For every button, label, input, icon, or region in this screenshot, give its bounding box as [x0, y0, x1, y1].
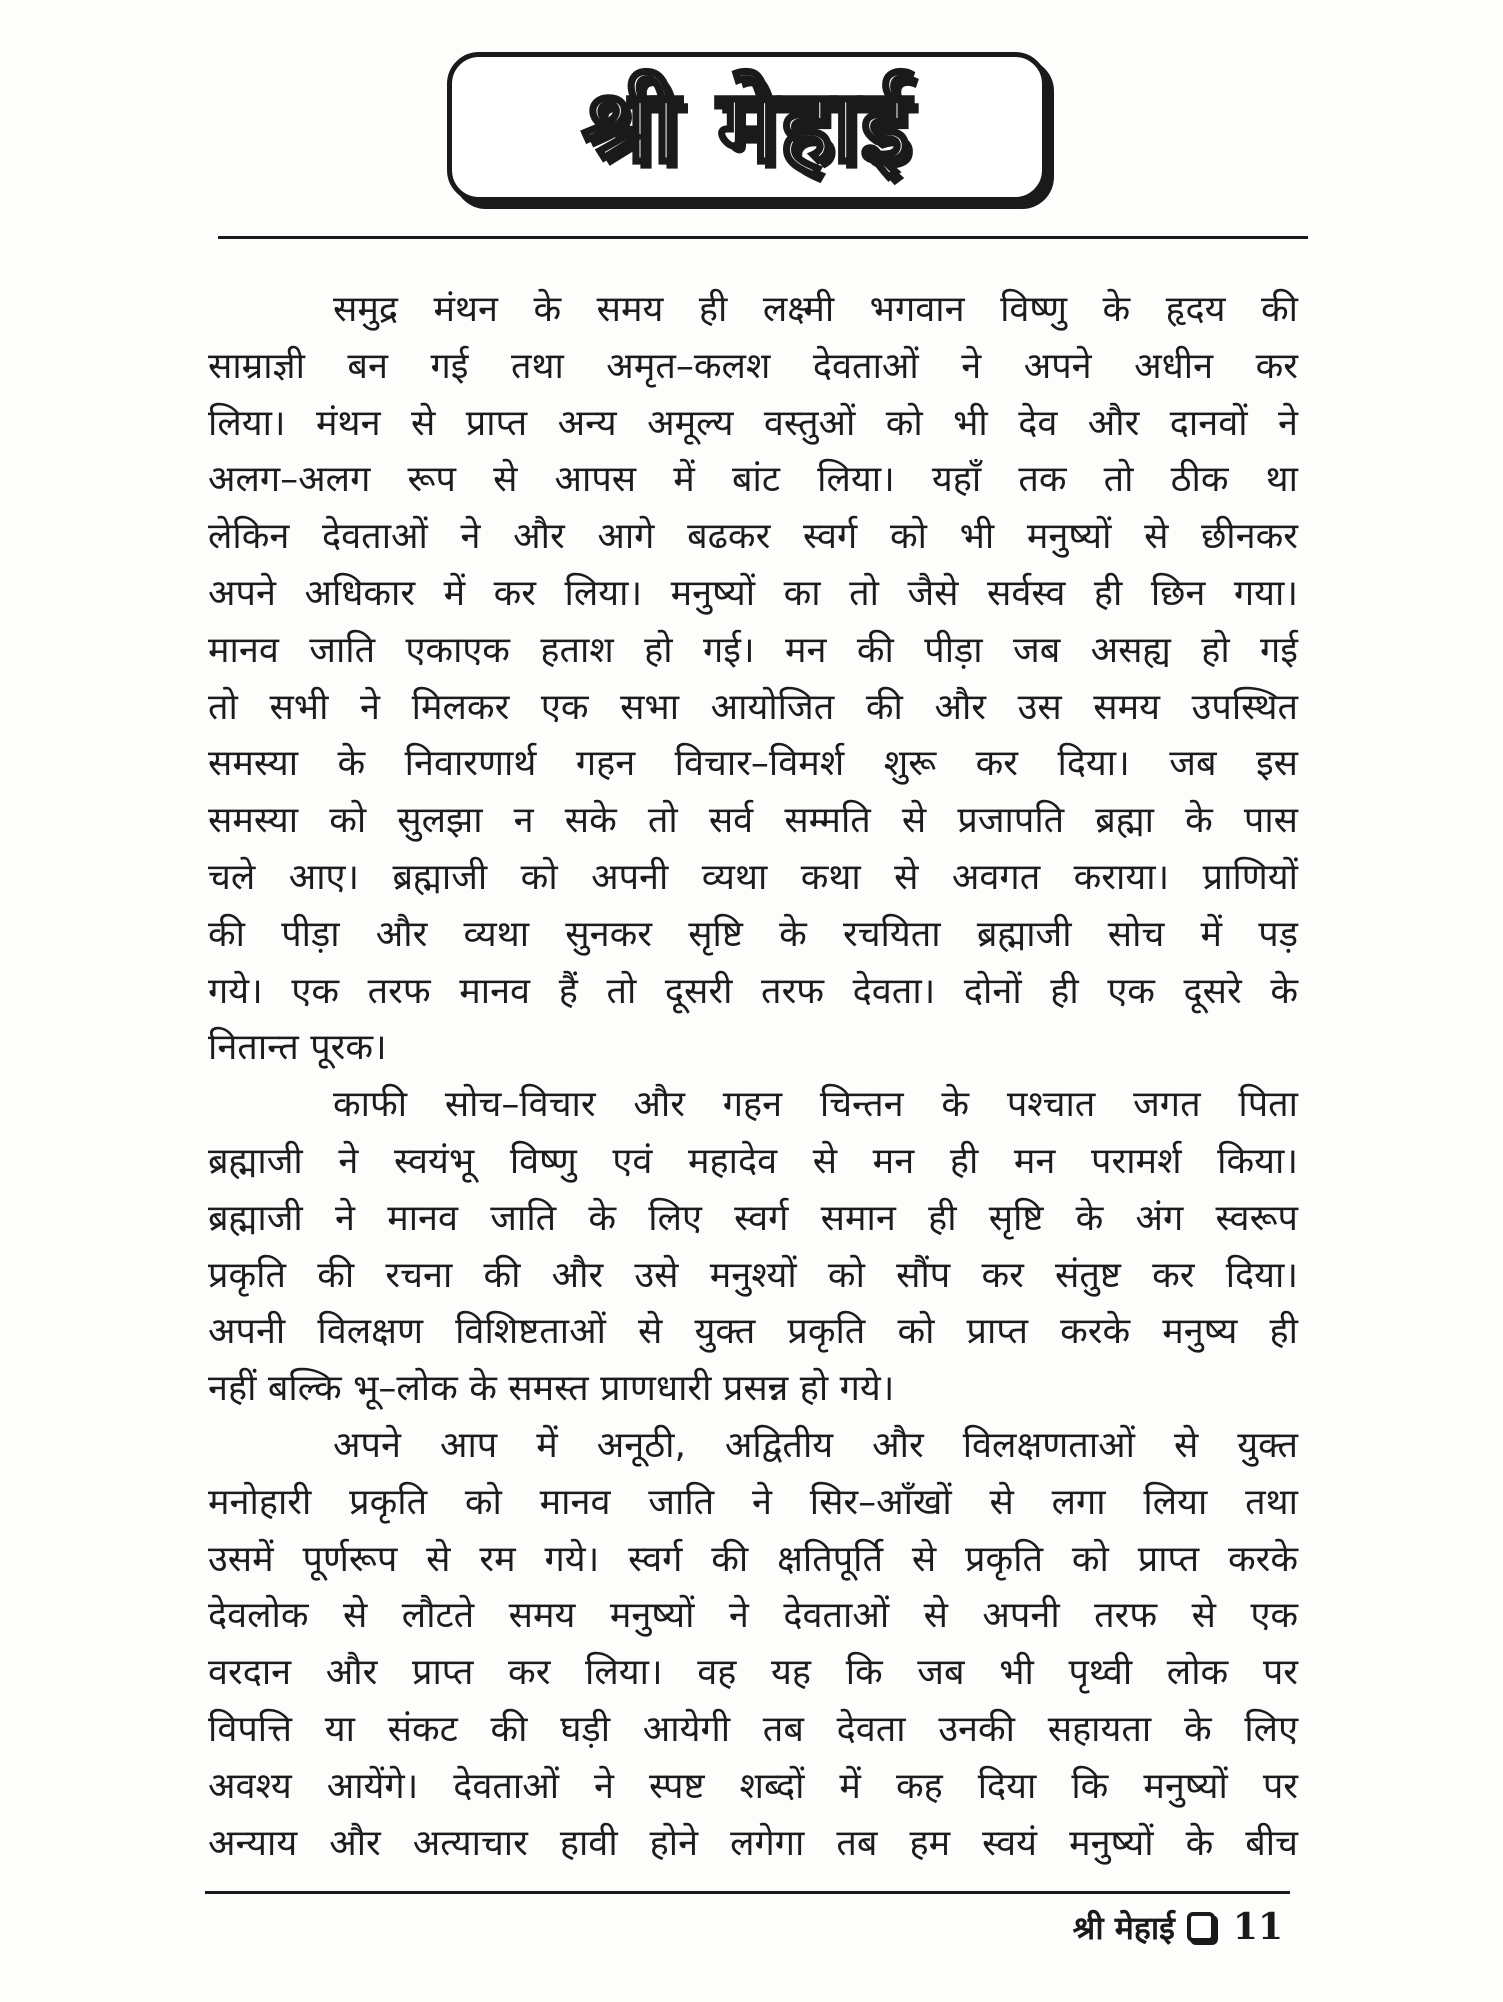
text-line: लेकिन देवताओं ने और आगे बढकर स्वर्ग को भी मनुष्यों से छीनकर [208, 516, 1298, 558]
text-line: समुद्र मंथन के समय ही लक्ष्मी भगवान विष्णु के हृदय की [333, 289, 1298, 330]
text-line: नितान्त पूरक। [208, 1027, 387, 1069]
text-line: अपने अधिकार में कर लिया। मनुष्यों का तो जैसे सर्वस्व ही छिन गया। [208, 572, 1298, 614]
text-line: लिया। मंथन से प्राप्त अन्य अमूल्य वस्तुओं को भी देव और दानवों ने [208, 402, 1298, 444]
text-line: समस्या को सुलझा न सके तो सर्व सम्मति से प्रजापति ब्रह्मा के पास [208, 800, 1298, 842]
page-number: 11 [1232, 1906, 1283, 1948]
text-line: अपने आप में अनूठी, अद्वितीय और विलक्षणताओं से युक्त [333, 1424, 1298, 1466]
text-line: समस्या के निवारणार्थ गहन विचार–विमर्श शुरू कर दिया। जब इस [208, 743, 1298, 785]
header-divider [218, 236, 1308, 239]
text-line: नहीं बल्कि भू–लोक के समस्त प्राणधारी प्रसन्न हो गये। [208, 1368, 895, 1410]
text-line: अवश्य आयेंगे। देवताओं ने स्पष्ट शब्दों में कह दिया कि मनुष्यों पर [208, 1765, 1298, 1807]
text-line: चले आए। ब्रह्माजी को अपनी व्यथा कथा से अवगत कराया। प्राणियों [208, 856, 1298, 898]
page-footer [1073, 1902, 1283, 1952]
text-line: काफी सोच–विचार और गहन चिन्तन के पश्चात जगत पिता [333, 1084, 1298, 1126]
masthead-title-box [447, 52, 1047, 202]
text-line: तो सभी ने मिलकर एक सभा आयोजित की और उस समय उपस्थित [208, 686, 1298, 728]
text-line: मानव जाति एकाएक हताश हो गई। मन की पीड़ा जब असह्य हो गई [208, 629, 1298, 671]
text-line: साम्राज्ञी बन गई तथा अमृत–कलश देवताओं ने अपने अधीन कर [208, 345, 1298, 387]
text-line: वरदान और प्राप्त कर लिया। वह यह कि जब भी पृथ्वी लोक पर [208, 1652, 1298, 1694]
article-body [208, 282, 1298, 1872]
text-line: विपत्ति या संकट की घड़ी आयेगी तब देवता उनकी सहायता के लिए [208, 1708, 1298, 1750]
footer-title: श्री मेहाई [1072, 1908, 1175, 1947]
text-line: की पीड़ा और व्यथा सुनकर सृष्टि के रचयिता ब्रह्माजी सोच में पड़ [208, 913, 1298, 955]
footer-divider [205, 1891, 1290, 1894]
text-line: अलग–अलग रूप से आपस में बांट लिया। यहाँ तक तो ठीक था [208, 459, 1298, 501]
square-box-icon [1187, 1912, 1215, 1942]
text-line: देवलोक से लौटते समय मनुष्यों ने देवताओं से अपनी तरफ से एक [208, 1595, 1298, 1637]
text-line: गये। एक तरफ मानव हैं तो दूसरी तरफ देवता। दोनों ही एक दूसरे के [208, 970, 1298, 1012]
text-line: प्रकृति की रचना की और उसे मनुश्यों को सौंप कर संतुष्ट कर दिया। [208, 1254, 1298, 1296]
text-line: मनोहारी प्रकृति को मानव जाति ने सिर–आँखों से लगा लिया तथा [208, 1481, 1298, 1523]
text-line: अन्याय और अत्याचार हावी होने लगेगा तब हम स्वयं मनुष्यों के बीच [208, 1822, 1298, 1864]
text-line: ब्रह्माजी ने स्वयंभू विष्णु एवं महादेव से मन ही मन परामर्श किया। [208, 1140, 1298, 1182]
text-line: ब्रह्माजी ने मानव जाति के लिए स्वर्ग समान ही सृष्टि के अंग स्वरूप [208, 1197, 1298, 1239]
text-line: उसमें पूर्णरूप से रम गये। स्वर्ग की क्षतिपूर्ति से प्रकृति को प्राप्त करके [208, 1538, 1298, 1580]
masthead-title: श्री मेहाई [582, 68, 912, 185]
text-line: अपनी विलक्षण विशिष्टताओं से युक्त प्रकृति को प्राप्त करके मनुष्य ही [208, 1311, 1298, 1353]
